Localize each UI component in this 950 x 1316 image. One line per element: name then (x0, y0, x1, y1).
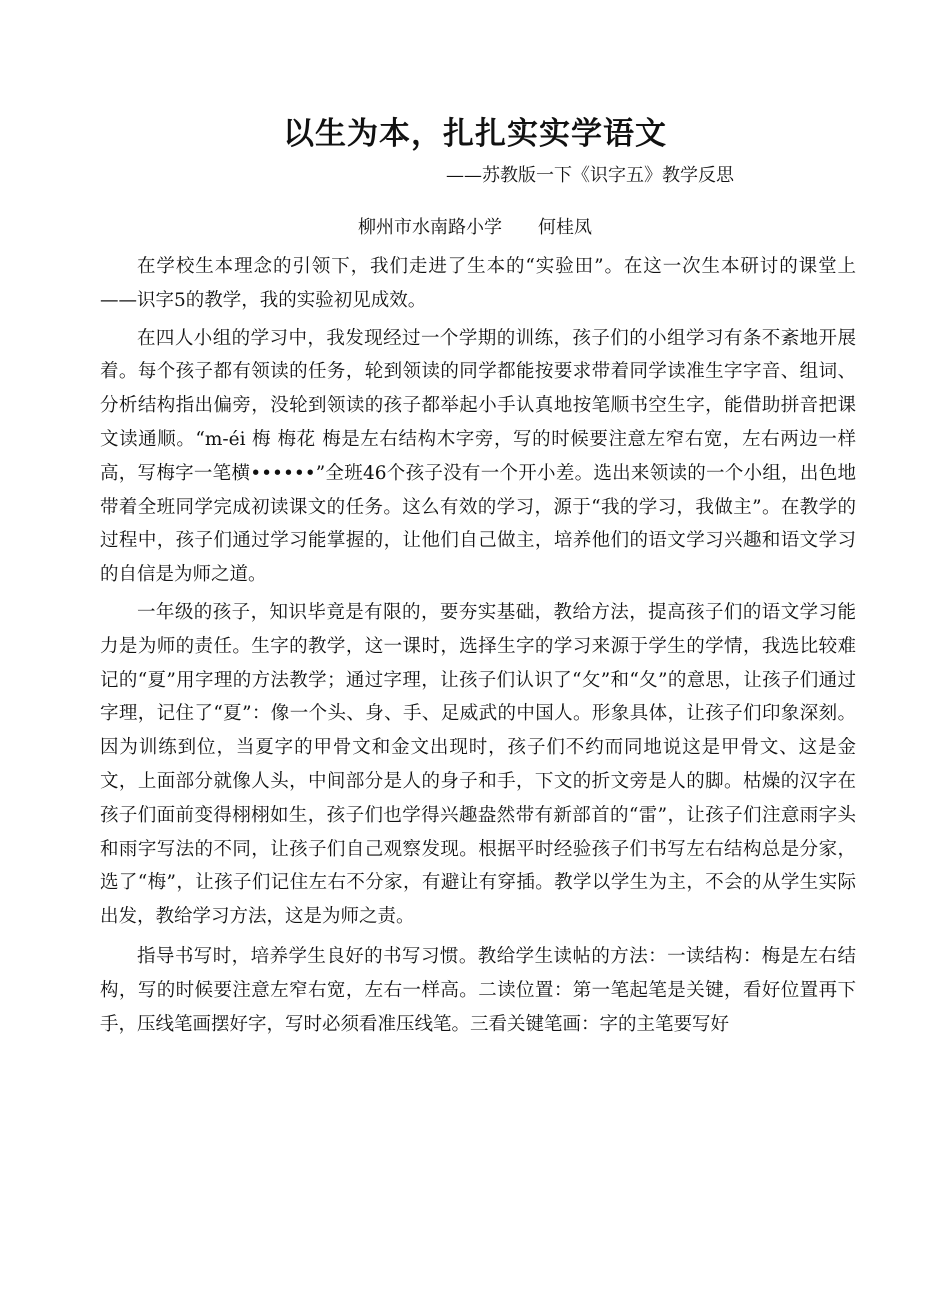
body-paragraph: 一年级的孩子，知识毕竟是有限的，要夯实基础，教给方法，提高孩子们的语文学习能力是为师的责任。生字的教学，这一课时，选择生字的学习来源于学生的学情，我选比较难记的“夏”用字理的方法教学；通过字理，让孩子们认识了“攵”和“夂”的意思，让孩子们通过字理，记住了“夏”：像一个头、身、手、足威武的中国人。形象具体，让孩子们印象深刻。因为训练到位，当夏字的甲骨文和金文出现时，孩子们不约而同地说这是甲骨文、这是金文，上面部分就像人头，中间部分是人的身子和手，下文的折文旁是人的脚。枯燥的汉字在孩子们面前变得栩栩如生，孩子们也学得兴趣盎然带有新部首的“雷”，让孩子们注意雨字头和雨字写法的不同，让孩子们自己观察发现。根据平时经验孩子们书写左右结构总是分家，选了“梅”，让孩子们记住左右不分家，有避让有穿插。教学以学生为主，不会的从学生实际出发，教给学习方法，这是为师之责。 (100, 601, 856, 928)
body-paragraph: 在四人小组的学习中，我发现经过一个学期的训练，孩子们的小组学习有条不紊地开展着。每个孩子都有领读的任务，轮到领读的同学都能按要求带着同学读准生字字音、组词、分析结构指出偏旁，没轮到领读的孩子都举起小手认真地按笔顺书空生字，能借助拼音把课文读通顺。“m-éi 梅 梅花 梅是左右结构木字旁，写的时候要注意左窄右宽，左右两边一样高，写梅字一笔横••••••”全班46个孩子没有一个开小差。选出来领读的一个小组，出色地带着全班同学完成初读课文的任务。这么有效的学习，源于“我的学习，我做主”。在教学的过程中，孩子们通过学习能掌握的，让他们自己做主，培养他们的语文学习兴趣和语文学习的自信是为师之道。 (100, 327, 856, 586)
document-subtitle: ——苏教版一下《识字五》教学反思 (446, 165, 734, 186)
document-title: 以生为本，扎扎实实学语文 (283, 116, 667, 152)
school-name: 柳州市水南路小学 (358, 217, 502, 238)
document-body (100, 250, 856, 1041)
body-paragraph: 在学校生本理念的引领下，我们走进了生本的“实验田”。在这一次生本研讨的课堂上——识字5的教学，我的实验初见成效。 (100, 256, 856, 311)
author-byline (0, 215, 950, 241)
author-name: 何桂凤 (538, 217, 592, 238)
body-paragraph: 指导书写时，培养学生良好的书写习惯。教给学生读帖的方法：一读结构：梅是左右结构，写的时候要注意左窄右宽，左右一样高。二读位置：第一笔起笔是关键，看好位置再下手，压线笔画摆好字，写时必须看准压线笔。三看关键笔画：字的主笔要写好 (100, 945, 856, 1035)
